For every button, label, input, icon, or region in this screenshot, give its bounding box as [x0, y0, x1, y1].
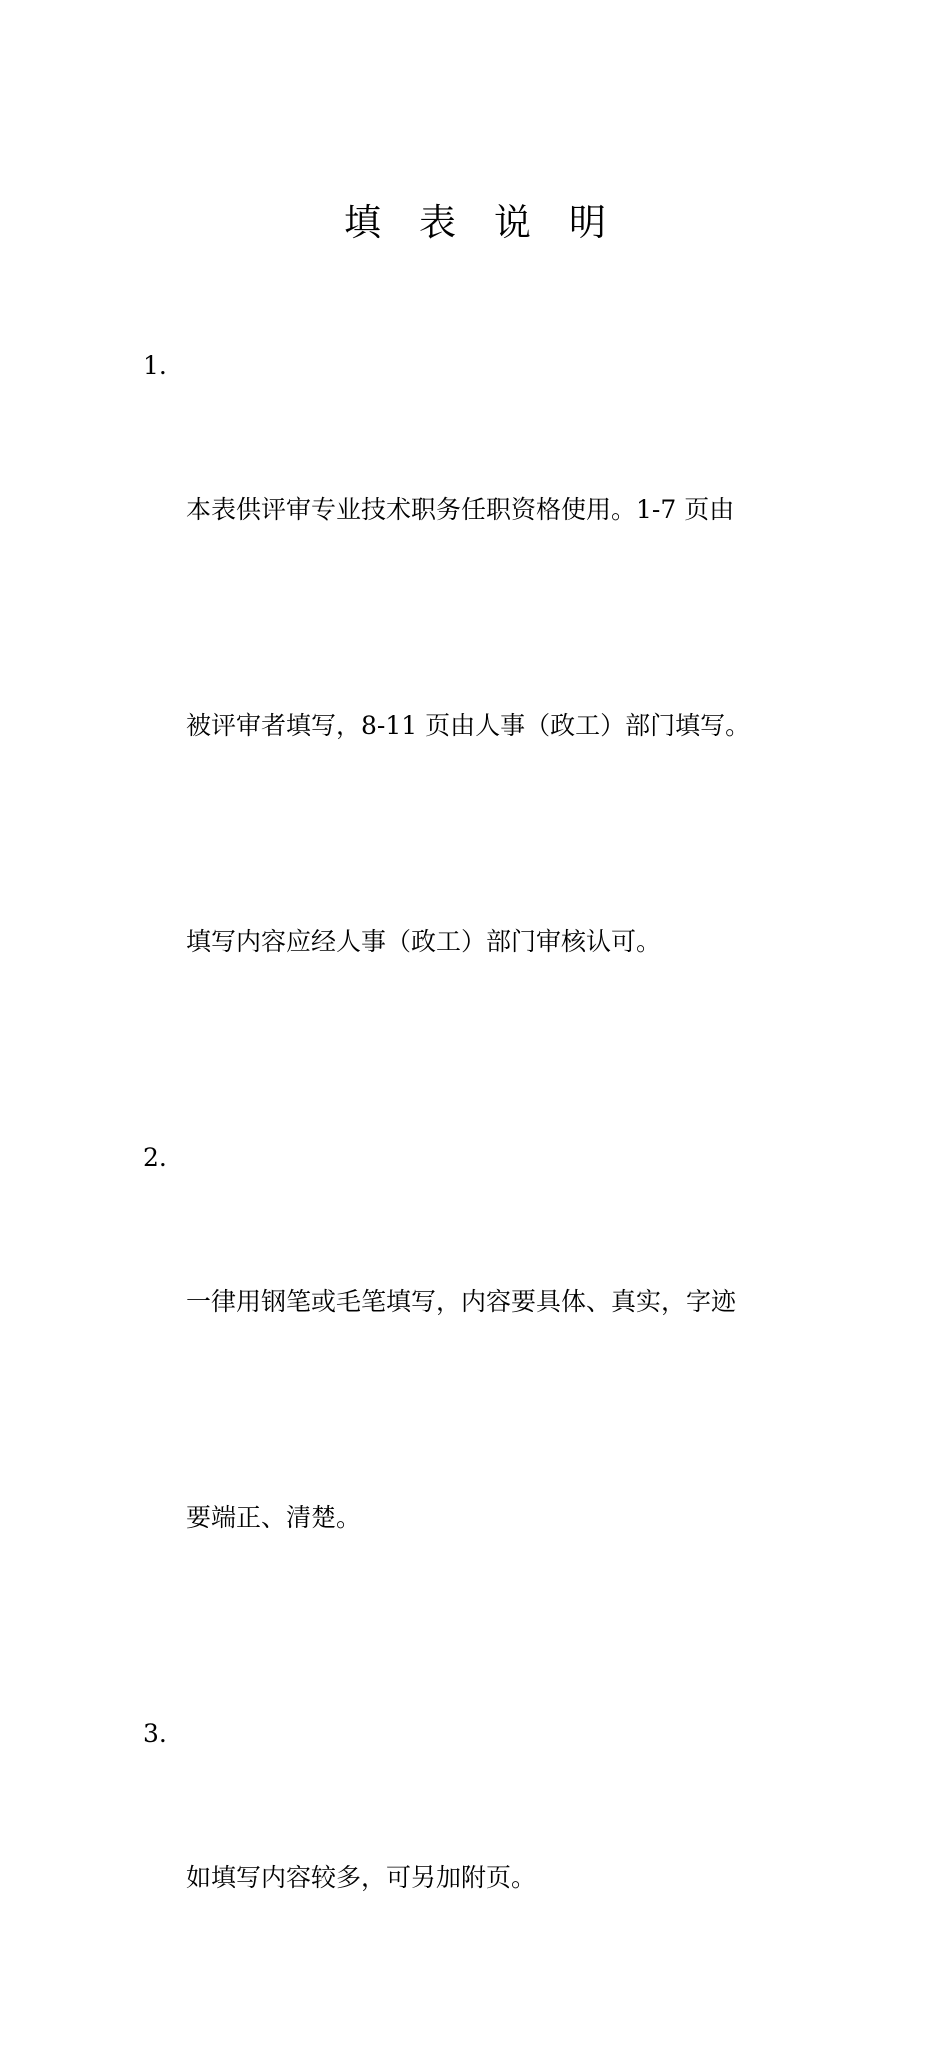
- instruction-line: 填写内容应经人事（政工）部门审核认可。: [186, 927, 662, 956]
- instruction-number: 1.: [143, 351, 167, 380]
- title-char: 明: [569, 201, 606, 244]
- instruction-line: 一律用钢笔或毛笔填写，内容要具体、真实，字迹: [186, 1287, 737, 1316]
- instruction-item-3: [143, 1698, 823, 2058]
- instruction-line: 如填写内容较多，可另加附页。: [186, 1863, 537, 1892]
- instruction-item-1: [143, 330, 823, 1122]
- instruction-line: 本表供评审专业技术职务任职资格使用。1-7 页由: [186, 495, 735, 524]
- instruction-text: [186, 1122, 823, 1698]
- title-char: 填: [344, 201, 381, 244]
- instruction-number: 3.: [143, 1719, 167, 1748]
- instruction-line: 要端正、清楚。: [186, 1503, 362, 1532]
- title-char: 表: [419, 201, 456, 244]
- instruction-number: 2.: [143, 1143, 167, 1172]
- page-title: [0, 197, 950, 249]
- instruction-line: 被评审者填写，8-11 页由人事（政工）部门填写。: [186, 711, 751, 740]
- instruction-text: [186, 330, 823, 1122]
- instruction-text: [186, 1698, 823, 2058]
- instruction-list: [143, 330, 823, 2058]
- title-char: 说: [494, 201, 531, 244]
- instruction-item-2: [143, 1122, 823, 1698]
